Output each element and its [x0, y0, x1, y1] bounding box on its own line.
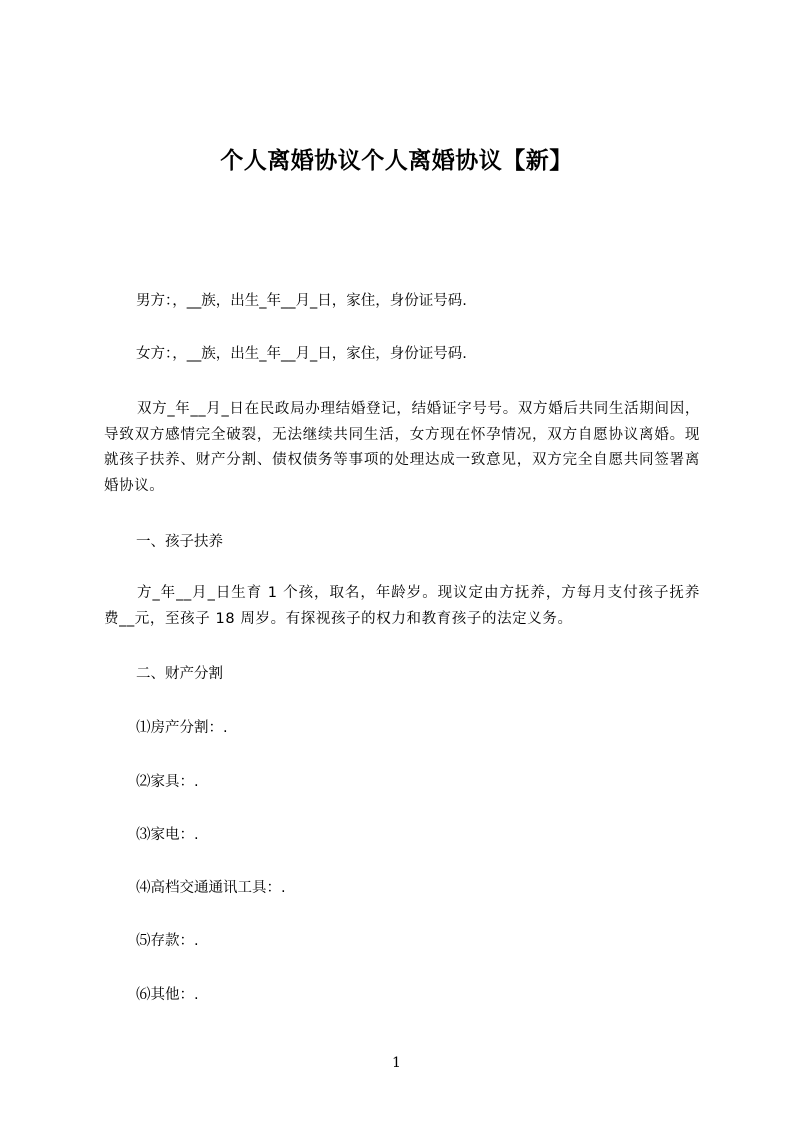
male-party-line: 男方：，__族，出生_年__月_日，家住，身份证号码.	[136, 293, 467, 309]
document-title: 个人离婚协议个人离婚协议【新】	[220, 148, 573, 174]
property-item-vehicles: ⑷高档交通通讯工具：.	[136, 880, 286, 896]
page-number: 1	[392, 1055, 401, 1071]
property-item-savings: ⑸存款：.	[136, 933, 199, 949]
section-1-paragraph: 方_年__月_日生育 1 个孩，取名，年龄岁。现议定由方抚养，方每月支付孩子抚养费__元，至孩子 18 周岁。有探视孩子的权力和教育孩子的法定义务。	[104, 585, 700, 627]
property-item-furniture: ⑵家具：.	[136, 774, 199, 790]
section-1-heading: 一、孩子扶养	[136, 534, 223, 550]
intro-paragraph: 双方_年__月_日在民政局办理结婚登记，结婚证字号号。双方婚后共同生活期间因，导致双方感情完全破裂，无法继续共同生活，女方现在怀孕情况，双方自愿协议离婚。现就孩子扶养、财产分割、债权债务等事项的处理达成一致意见，双方完全自愿共同签署离婚协议。	[104, 401, 700, 495]
property-item-other: ⑹其他：.	[136, 987, 199, 1003]
property-item-house: ⑴房产分割：.	[136, 720, 228, 736]
property-item-appliances: ⑶家电：.	[136, 827, 199, 843]
section-2-heading: 二、财产分割	[136, 666, 223, 682]
female-party-line: 女方：，__族，出生_年__月_日，家住，身份证号码.	[136, 346, 467, 362]
